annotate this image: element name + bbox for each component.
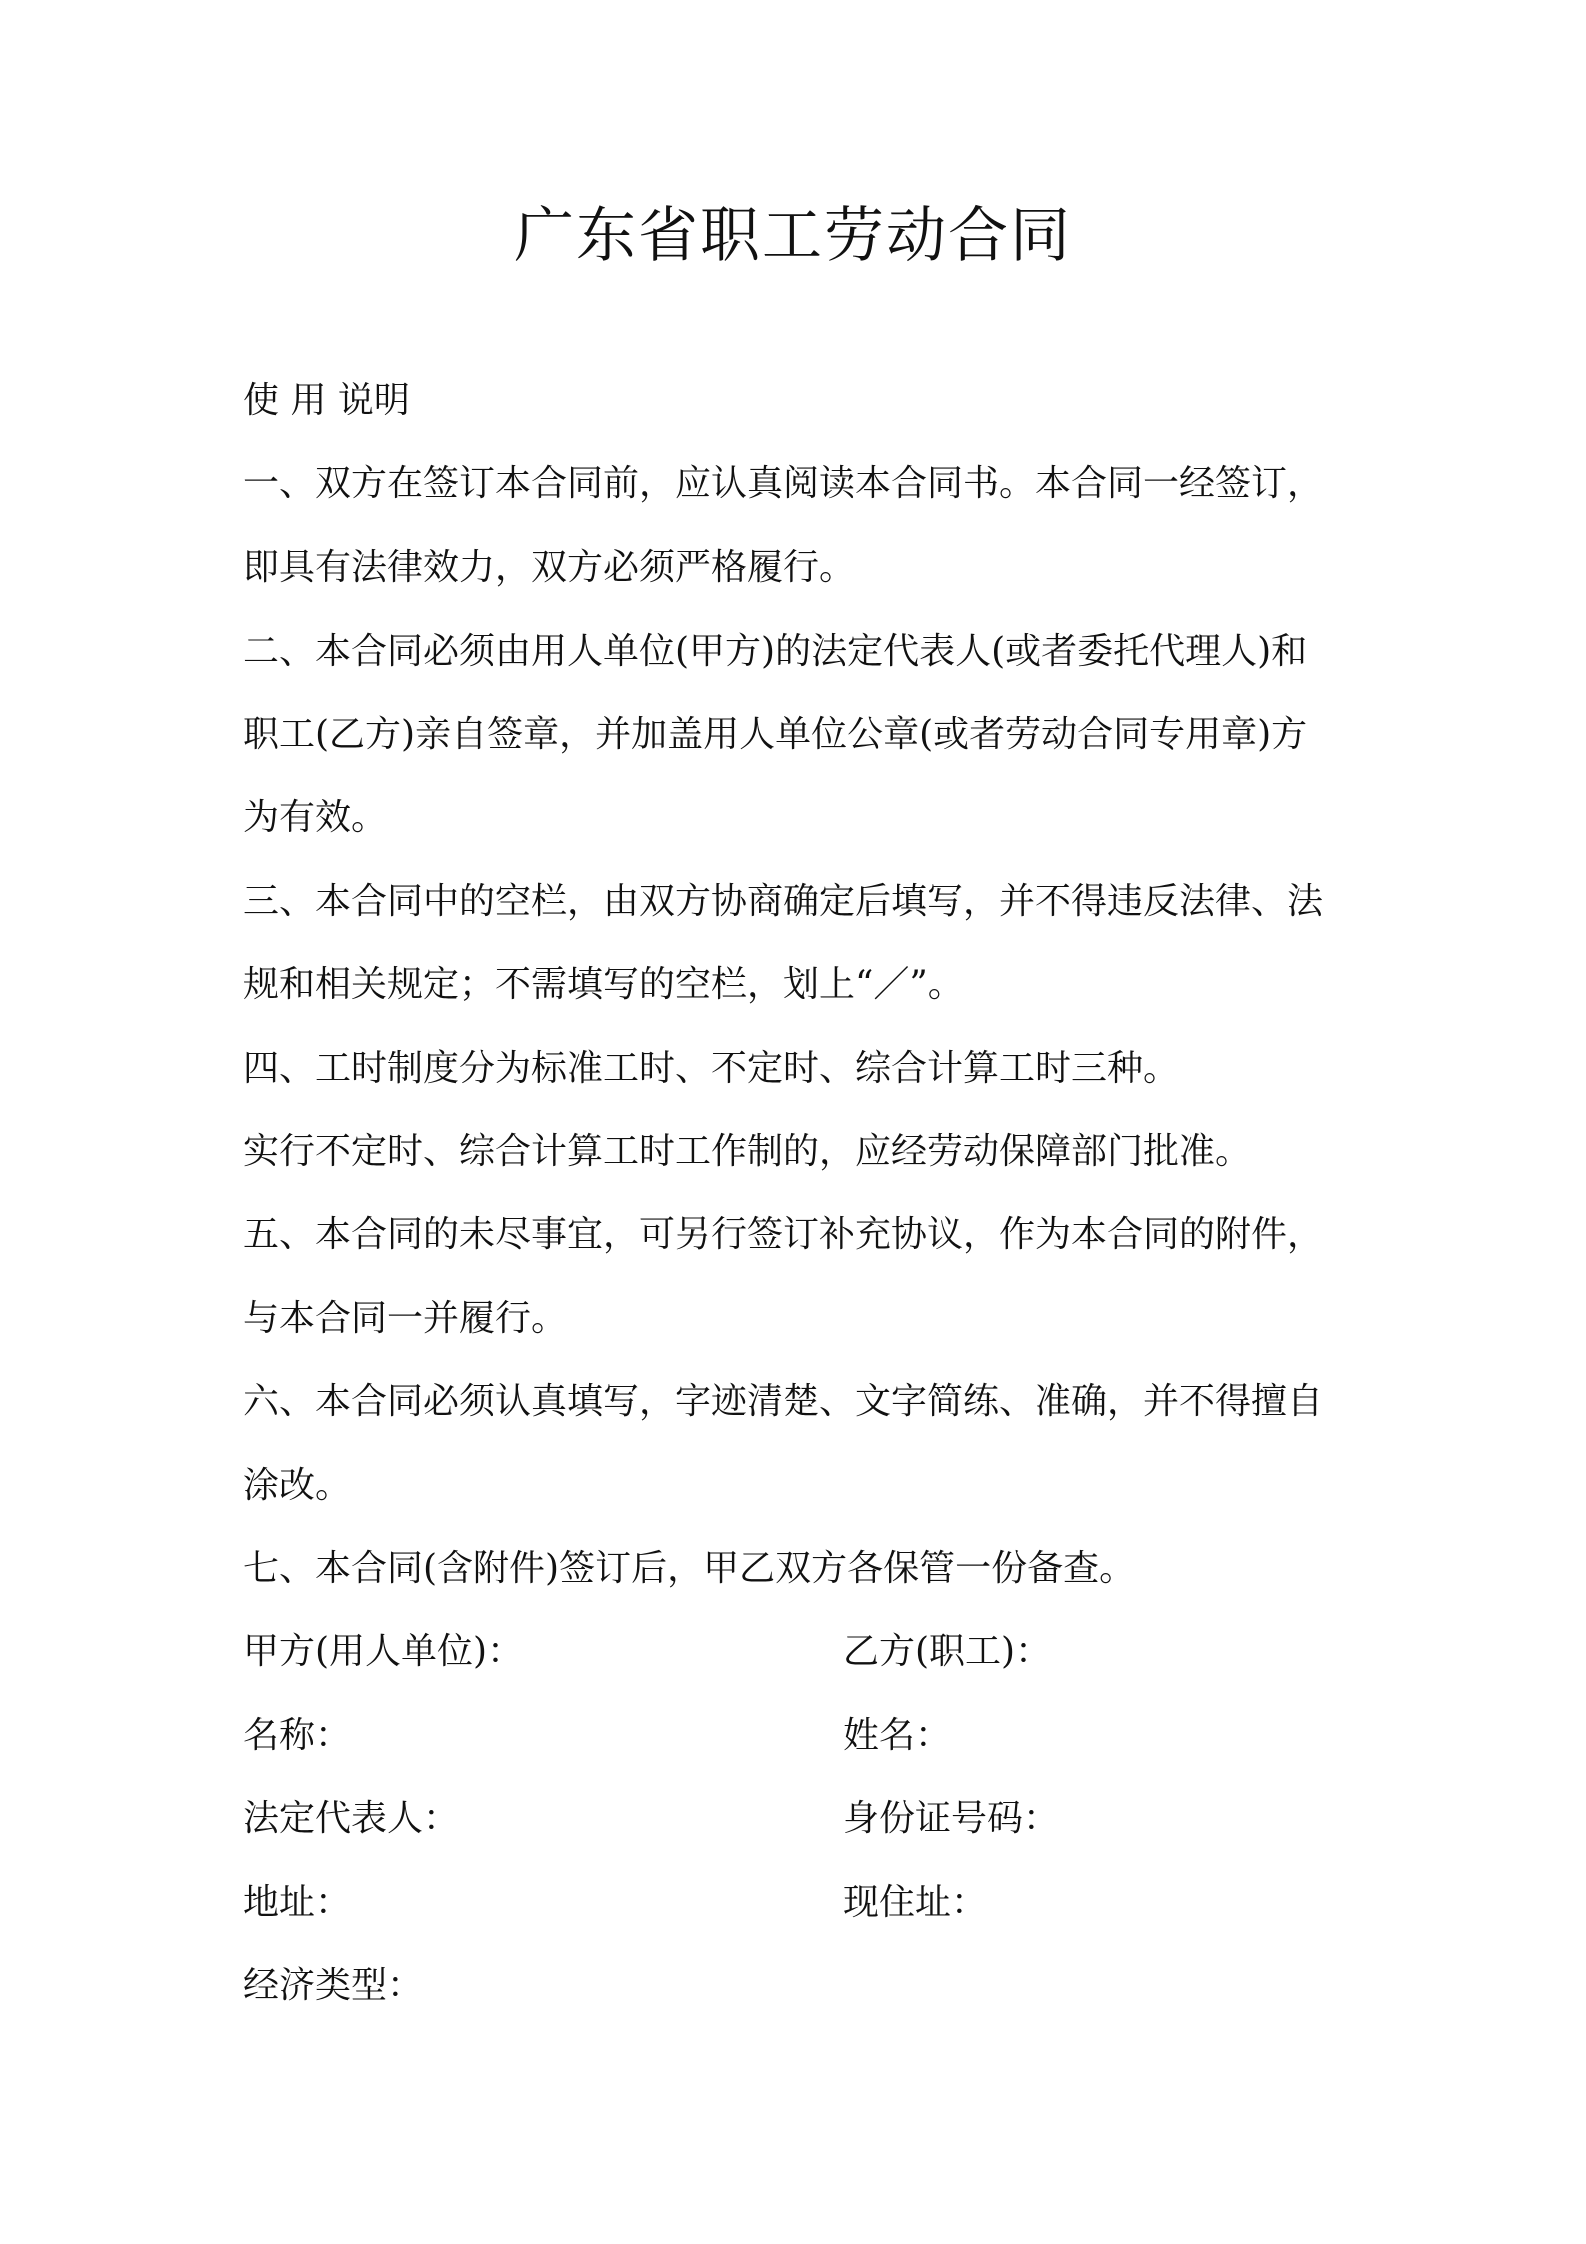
party-a-heading: 甲方(用人单位)： — [243, 1631, 524, 1672]
party-a-economic-type-label: 经济类型： — [243, 1965, 424, 2006]
instruction-line: 职工(乙方)亲自签章，并加盖用人单位公章(或者劳动合同专用章)方 — [243, 714, 1308, 755]
instructions-heading: 使 用 说明 — [243, 380, 410, 421]
instruction-line: 二、本合同必须由用人单位(甲方)的法定代表人(或者委托代理人)和 — [243, 631, 1308, 672]
instruction-line: 七、本合同(含附件)签订后，甲乙双方各保管一份备查。 — [243, 1548, 1136, 1589]
instruction-line: 四、工时制度分为标准工时、不定时、综合计算工时三种。 — [243, 1048, 1180, 1089]
instruction-line: 五、本合同的未尽事宜，可另行签订补充协议，作为本合同的附件， — [243, 1214, 1324, 1255]
party-b-name-label: 姓名： — [843, 1715, 952, 1756]
instruction-line: 规和相关规定；不需填写的空栏，划上“／”。 — [243, 964, 964, 1005]
instruction-line: 实行不定时、综合计算工时工作制的，应经劳动保障部门批准。 — [243, 1131, 1252, 1172]
instruction-line: 一、双方在签订本合同前，应认真阅读本合同书。本合同一经签订， — [243, 463, 1324, 504]
party-a-name-label: 名称： — [243, 1715, 352, 1756]
party-b-heading: 乙方(职工)： — [843, 1631, 1052, 1672]
instruction-line: 为有效。 — [243, 797, 388, 838]
document-title: 广东省职工劳动合同 — [514, 201, 1072, 271]
instruction-line: 与本合同一并履行。 — [243, 1298, 568, 1339]
party-b-address-label: 现住址： — [843, 1882, 988, 1923]
instruction-line: 涂改。 — [243, 1465, 352, 1506]
instruction-line: 三、本合同中的空栏，由双方协商确定后填写，并不得违反法律、法 — [243, 881, 1324, 922]
instruction-line: 即具有法律效力，双方必须严格履行。 — [243, 547, 856, 588]
instruction-line: 六、本合同必须认真填写，字迹清楚、文字简练、准确，并不得擅自 — [243, 1381, 1324, 1422]
party-a-representative-label: 法定代表人： — [243, 1798, 460, 1839]
party-a-address-label: 地址： — [243, 1882, 352, 1923]
party-b-id-number-label: 身份证号码： — [843, 1798, 1060, 1839]
